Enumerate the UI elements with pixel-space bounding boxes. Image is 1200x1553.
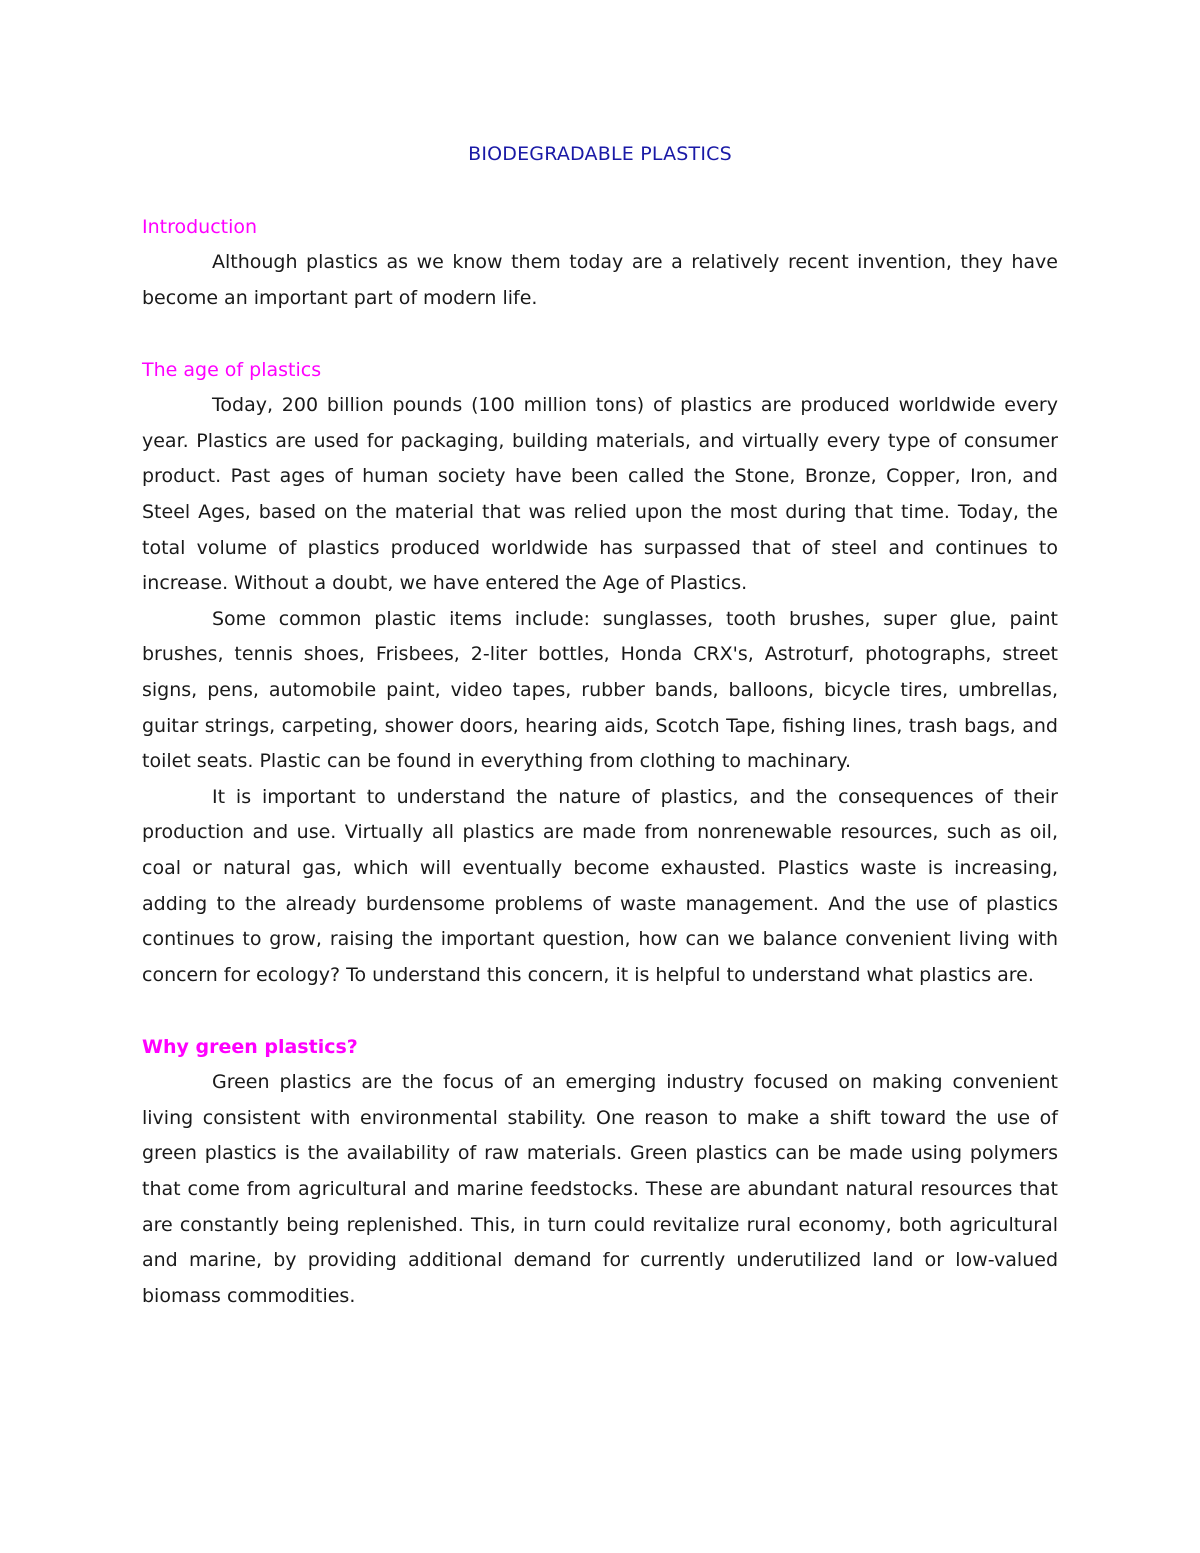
paragraph: Some common plastic items include: sunglasses, tooth brushes, super glue, paint brushes, tennis shoes, Frisbees, 2-liter bottles, Honda CRX's, Astroturf, photographs, street signs, pens, automobile paint, video tapes, rubber bands, balloons, bicycle tires, umbrellas, guitar strings, carpeting, shower doors, hearing aids, Scotch Tape, fishing lines, trash bags, and toilet seats. Plastic can be found in everything from clothing to machinary. — [142, 607, 1058, 773]
section-why-green-plastics — [142, 1029, 1058, 1314]
section-age-of-plastics — [142, 352, 1058, 993]
document-page — [142, 138, 1058, 1314]
document-title: BIODEGRADABLE PLASTICS — [468, 143, 732, 165]
paragraph: It is important to understand the nature of plastics, and the consequences of their production and use. Virtually all plastics are made from nonrenewable resources, such as oil, coal or natural gas, which will eventually become exhausted. Plastics waste is increasing, adding to the already burdensome problems of waste management. And the use of plastics continues to grow, raising the important question, how can we balance convenient living with concern for ecology? To understand this concern, it is helpful to understand what plastics are. — [142, 785, 1058, 986]
section-introduction — [142, 209, 1058, 316]
paragraph: Today, 200 billion pounds (100 million tons) of plastics are produced worldwide every year. Plastics are used for packaging, building materials, and virtually every type of consumer product. Past ages of human society have been called the Stone, Bronze, Copper, Iron, and Steel Ages, based on the material that was relied upon the most during that time. Today, the total volume of plastics produced worldwide has surpassed that of steel and continues to increase. Without a doubt, we have entered the Age of Plastics. — [142, 394, 1058, 595]
paragraph: Although plastics as we know them today are a relatively recent invention, they have become an important part of modern life. — [142, 251, 1058, 309]
paragraph: Green plastics are the focus of an emerging industry focused on making convenient living consistent with environmental stability. One reason to make a shift toward the use of green plastics is the availability of raw materials. Green plastics can be made using polymers that come from agricultural and marine feedstocks. These are abundant natural resources that are constantly being replenished. This, in turn could revitalize rural economy, both agricultural and marine, by providing additional demand for currently underutilized land or low-valued biomass commodities. — [142, 1071, 1058, 1307]
section-heading-why-green-plastics: Why green plastics? — [142, 1036, 358, 1059]
section-heading-age-of-plastics: The age of plastics — [142, 359, 322, 382]
section-heading-introduction: Introduction — [142, 216, 258, 238]
